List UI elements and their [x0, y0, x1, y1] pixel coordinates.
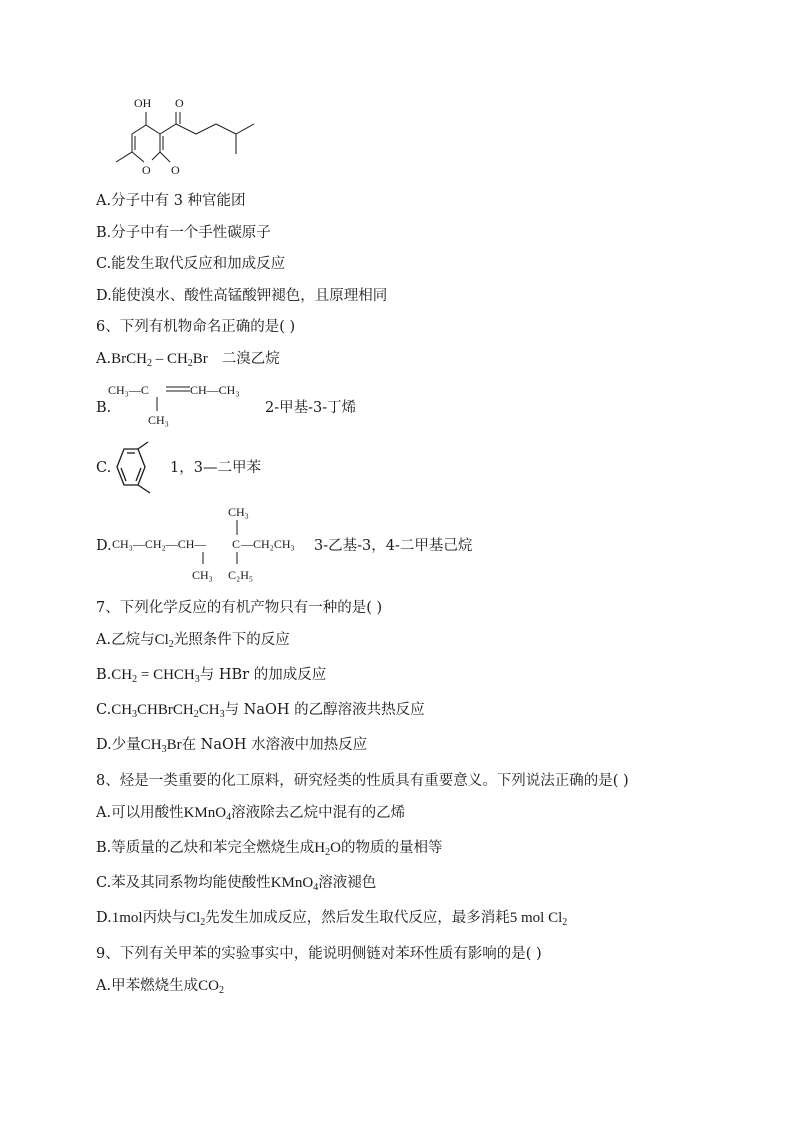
q6-d-main-right: —CH₂CH₃	[241, 537, 295, 551]
formula	[155, 632, 174, 648]
formula-part: = CHCH	[137, 667, 195, 683]
formula-subscript: 4	[313, 882, 319, 893]
q6-a-name: 二溴乙烷	[221, 351, 280, 367]
formula: 1mol	[111, 910, 143, 926]
q6-d-structure	[110, 502, 310, 586]
formula-subscript: 3	[219, 709, 225, 720]
q6-d-top-methyl: CH₃	[228, 505, 249, 519]
q8-option-a	[96, 803, 405, 823]
q7-option-a	[96, 630, 290, 650]
q7-stem: 7、下列化学反应的有机产物只有一种的是( )	[96, 600, 383, 616]
text-part: 光照条件下的反应	[173, 632, 290, 648]
q6-b-label: B.	[96, 400, 112, 416]
formula-part: CO	[198, 978, 219, 994]
q7-option-c	[96, 700, 425, 720]
formula-subscript: 2	[168, 639, 174, 650]
text-part: A.可以用酸性	[96, 805, 184, 821]
formula-subscript: 2	[218, 985, 224, 996]
q8-option-d	[96, 908, 567, 928]
formula-part: CH	[111, 702, 133, 718]
text-part: C.苯及其同系物均能使酸性	[96, 875, 271, 891]
q7-option-d	[96, 735, 367, 755]
q6-c-benzene-ring	[108, 441, 158, 495]
q7-option-b	[96, 665, 326, 685]
q9-stem: 9、下列有关甲苯的实验事实中，能说明侧链对苯环性质有影响的是( )	[96, 946, 542, 962]
formula-part: Cl	[154, 632, 169, 648]
text-part: 与 NaOH 的乙醇溶液共热反应	[224, 702, 425, 718]
formula-part: Br	[192, 351, 208, 367]
formula-part: H	[314, 840, 326, 856]
ketone-o-label: O	[175, 96, 184, 110]
text-part: D.少量	[96, 737, 141, 753]
formula-part: CH	[111, 667, 133, 683]
formula-part: KMnO	[183, 805, 227, 821]
q8-option-c	[96, 873, 376, 893]
formula	[314, 840, 341, 856]
text-part: 丙炔与	[142, 910, 187, 926]
text-part: 与 HBr 的加成反应	[199, 667, 327, 683]
formula-subscript: 4	[226, 812, 232, 823]
text-part: A.甲苯燃烧生成	[96, 978, 199, 994]
formula	[271, 875, 319, 891]
formula-part: Cl	[186, 910, 201, 926]
formula-subscript: 2	[146, 358, 152, 369]
text-part: 溶液褪色	[318, 875, 377, 891]
formula-part: O	[330, 840, 341, 856]
q6-d-name: 3-乙基-3，4-二甲基己烷	[314, 538, 473, 554]
text-part: A.乙烷与	[96, 632, 155, 648]
q6-b-text-left: CH₃—C	[108, 383, 149, 397]
q6-d-main-left: CH₃—CH₂—CH—	[112, 537, 207, 551]
formula-subscript: 2	[193, 709, 199, 720]
q8-stem: 8、烃是一类重要的化工原料，研究烃类的性质具有重要意义。下列说法正确的是( )	[96, 773, 629, 789]
formula-subscript: 3	[132, 709, 138, 720]
formula-subscript: 2	[562, 917, 568, 928]
q8-option-b	[96, 838, 442, 858]
text-part: 先发生加成反应，然后发生取代反应，最多消耗	[205, 910, 510, 926]
formula-subscript: 3	[161, 744, 167, 755]
text-part: B.	[96, 667, 112, 683]
q5-option-d: D.能使溴水、酸性高锰酸钾褪色，且原理相同	[96, 288, 388, 304]
formula-part: KMnO	[270, 875, 314, 891]
q6-b-structure	[104, 378, 264, 430]
q6-d-bottom-methyl: CH₃	[192, 568, 213, 582]
q5-option-a: A.分子中有 3 种官能团	[96, 193, 246, 209]
q6-d-label: D.	[96, 538, 112, 554]
lactone-o-label: O	[171, 163, 180, 177]
formula-part: BrCH	[111, 351, 147, 367]
formula-part: – CH	[151, 351, 188, 367]
formula	[111, 667, 199, 683]
formula-part: Br	[166, 737, 182, 753]
formula	[111, 702, 224, 718]
q5-option-c: C.能发生取代反应和加成反应	[96, 256, 286, 272]
text-part: D.	[96, 910, 112, 926]
text-part: 的物质的量相等	[340, 840, 443, 856]
q5-structure-diagram	[96, 92, 266, 184]
formula	[141, 737, 182, 753]
text-part: C.	[96, 702, 112, 718]
text-part: 溶液除去乙烷中混有的乙烯	[231, 805, 406, 821]
q5-option-b: B.分子中有一个手性碳原子	[96, 225, 271, 241]
q6-option-a	[96, 349, 280, 369]
q6-a-formula	[111, 351, 208, 367]
q6-c-name: 1，3—二甲苯	[170, 460, 261, 476]
q6-b-text-right: CH—CH₃	[190, 383, 240, 397]
formula-part: CH	[140, 737, 162, 753]
text-part: B.等质量的乙炔和苯完全燃烧生成	[96, 840, 315, 856]
q6-a-label: A.	[96, 351, 112, 367]
formula-subscript: 3	[194, 674, 200, 685]
ring-o-label: O	[142, 163, 151, 177]
q9-option-a	[96, 976, 224, 996]
q6-b-name: 2-甲基-3-丁烯	[265, 400, 357, 416]
formula	[198, 978, 224, 994]
formula	[184, 805, 232, 821]
formula-part: CHBrCH	[137, 702, 194, 718]
formula	[186, 910, 205, 926]
formula-subscript: 2	[200, 917, 206, 928]
oh-label: OH	[134, 96, 152, 110]
formula-subscript: 2	[325, 847, 331, 858]
q6-stem: 6、下列有机物命名正确的是( )	[96, 319, 296, 335]
formula-part: 5 mol Cl	[509, 910, 563, 926]
q6-c-label: C.	[96, 460, 112, 476]
formula-part: CH	[198, 702, 220, 718]
formula-subscript: 2	[132, 674, 138, 685]
formula-subscript: 2	[187, 358, 193, 369]
q6-d-bottom-ethyl: C₂H₅	[228, 568, 254, 582]
q6-b-text-branch: CH₃	[148, 413, 169, 427]
q6-d-main-center: C	[232, 537, 241, 551]
text-part: 在 NaOH 水溶液中加热反应	[181, 737, 368, 753]
formula	[510, 910, 568, 926]
